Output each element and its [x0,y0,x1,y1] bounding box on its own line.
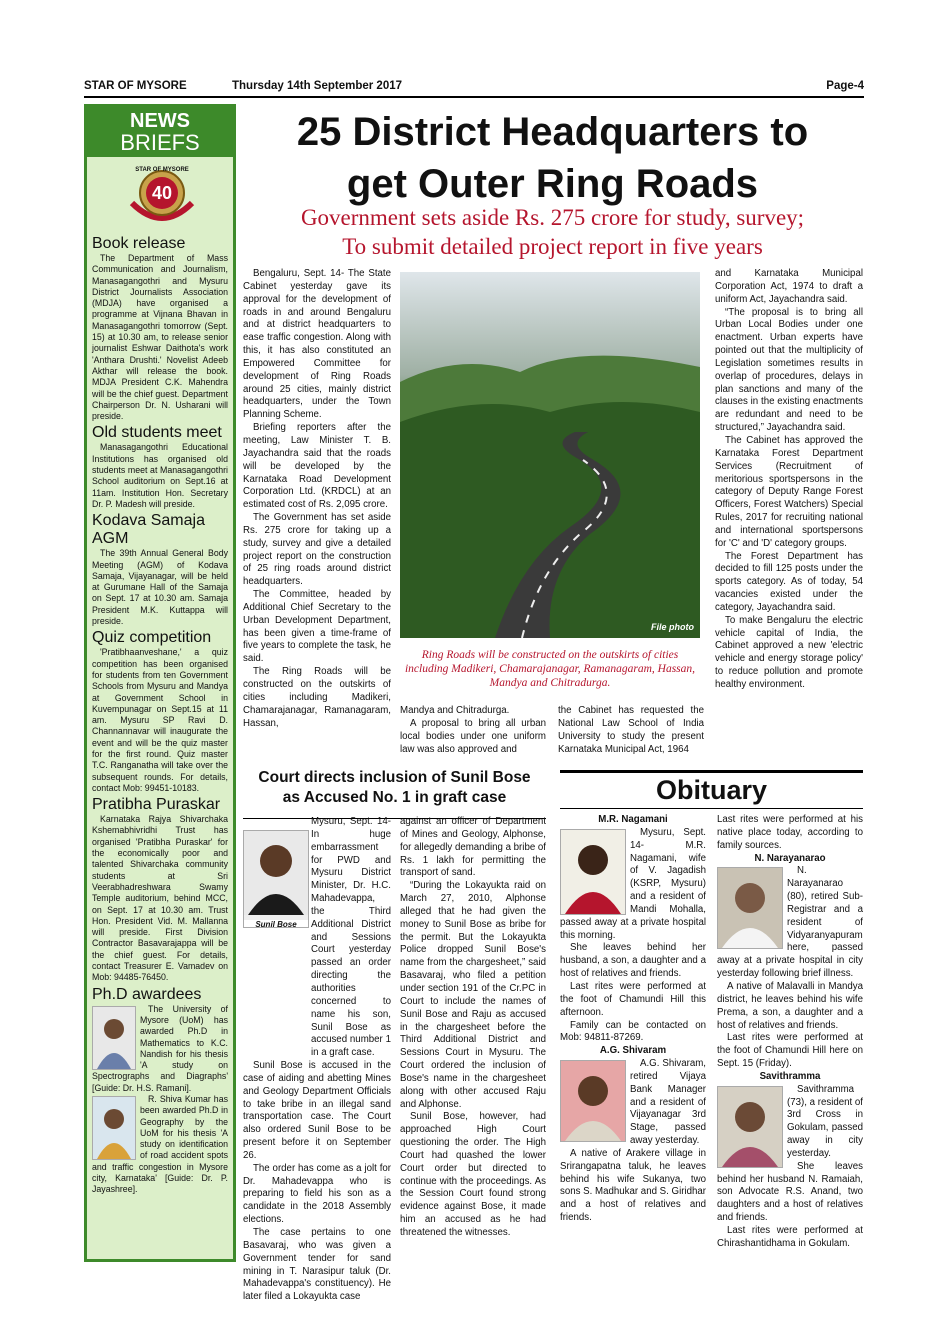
brief-heading: Quiz competition [92,629,212,647]
paragraph: To make Bengaluru the electric vehicle capital of India, the Cabinet approved a new 'electric vehicle and energy storage policy' to reduce pollution and promote healthy environment. [715,614,863,690]
page-number: Page-4 [826,80,864,92]
phd-text-1: The University of Mysore (UoM) has awarded Ph.D in Mathematics to K.C. Nandish for his thesis 'A study on Spectrographs and Diagraphs' [Guide: Dr. H.S. Ramani]. [92,1003,228,1093]
paragraph: Last rites were performed at the foot of Chamundi Hill here on Sept. 15 (Friday). [717,1032,863,1070]
page-header [84,79,864,98]
obit-name: N. Narayanarao [754,852,826,864]
phd-portrait-nandish [92,1006,136,1070]
paragraph: A proposal to bring all urban local bodies under one uniform law was also approved and [400,717,546,755]
paragraph: “During the Lokayukta raid on March 27, 2010, Alphonse alleged that he had given the money to Sunil Bose as bribe for the permit. But the Lokayukta Police dropped Sunil Bose's name from the chargesheet,” said Basavaraj, who filed a petition under section 191 of the Cr.PC in Court to include the names of Sunil Bose and Raju as accused in the chargesheet before the Third Additional District and Sessions Court in Mysuru. The Court ordered the inclusion of Bose's name in the chargesheet along with other accused Raju and Alphonse. [400,880,546,1110]
brief-text: 'Pratibhaanveshane,' a quiz competition has been organised for students from ten Government Schools from Mysuru and Mandya at Government School in Kuvempunagar on Sept.15 at 11 am. Mysuru SP Ravi D. Channannavar will inaugurate the event and will be the quiz master for the first round. Quiz master T.C. Ranganatha will take over the subsequent rounds. For details, contact Mob: 99451-10183. [92,647,228,793]
anniversary-logo [92,163,228,233]
main-headline-line2: get Outer Ring Roads [346,162,759,206]
paragraph: the Cabinet has requested the National Law School of India University to study the present Karnataka Municipal Act, 1964 [558,705,704,755]
logo-text: STAR OF MYSORE [135,167,189,173]
paragraph: Last rites were performed at Chirashantidhama in Gokulam. [717,1225,863,1249]
phd-text-2: R. Shiva Kumar has been awarded Ph.D in Geography by the UoM for his thesis 'A study on identification of road accident spots and traffic congestion in Mysore city, Karnataka' [Guide: Dr. P. Jayashree]. [92,1094,228,1195]
sunil-bose-label: Sunil Bose [244,920,308,928]
paragraph: She leaves behind her husband, a son, a daughter and a host of relatives and friends. [560,942,706,980]
paragraph: The Committee, headed by Additional Chief Secretary to the Urban Development Department, has been given a time-frame of five years to complete the task, he said. [243,589,391,665]
paragraph: Mysuru, Sept. 14- M.R. Nagamani, wife of V. Jagadish (KSRP, Mysuru) and a resident of Mandi Mohalla, passed away at a private hospital this morning. [560,826,706,941]
brief-text: The Department of Mass Communication and Journalism, Manasagangothri and Mysuru District Journalists Association (MDJA) have organised a programme at Vijnana Bhavan in Manasagangothri tomorrow (Sept. 15) at 10.30 am, to release senior journalist Eshwar Daithota's work 'Anthara Drushti.' Novelist Adeeb Akthar will release the book. MDJA President C.K. Mahendra will be the chief guest. Department Chairperson Dr. N. Usharani will preside. [92,253,228,422]
court-column-1 [243,816,391,1304]
court-headline-line2: as Accused No. 1 in graft case [282,789,507,806]
brief-old-students [92,424,228,510]
paragraph: and Karnataka Municipal Corporation Act, 1974 to draft a uniform Act, Jayachandra said. [715,268,863,305]
news-briefs-title-top: NEWS [130,110,190,132]
brief-text: Manasagangothri Educational Institutions has organised old students meet at Manasagangothri School auditorium on Sept.16 at 11am. Institution Hon. Secretary Dr. P. Madesh will preside. [92,442,228,509]
obit-photo-nagamani [560,829,626,915]
news-briefs-banner [87,107,233,157]
paragraph: A native of Malavalli in Mandya district, he leaves behind his wife Prema, a son, a daughter and a host of relatives and friends. [717,980,863,1031]
paragraph: against an officer of Department of Mines and Geology, Alphonse, for allegedly demanding a bribe of Rs. 1 lakh for permitting the transport of sand. [400,816,546,879]
paragraph: N. Narayanarao (80), retired Sub-Registrar and a resident of Vidyaranyapuram here, passed away at a private hospital in city yesterday following brief illness. [717,865,863,980]
obit-photo-narayanarao [717,867,783,949]
brief-pratibha [92,796,228,983]
brief-book-release [92,235,228,422]
court-headline-line1: Court directs inclusion of Sunil Bose [258,769,531,786]
paragraph: Family can be contacted on Mob: 94811-87269. [560,1019,706,1044]
paragraph: Bengaluru, Sept. 14- The State Cabinet yesterday gave its approval for the development of roads in and around Bengaluru and at district headquarters to ease traffic congestion. Along with this, it has also constituted an Empowered Committee for development of Ring Roads around 25 cities, mainly district headquarters, under the Town Planning Scheme. [243,268,391,421]
main-story-column-3 [558,705,704,756]
brief-heading: Kodava Samaja AGM [92,512,205,548]
brief-heading: Pratibha Puraskar [92,796,221,814]
paragraph: The Forest Department has decided to fill 125 posts under the sports category. As of today, 54 vacancies existed under the category, Jayachandra said. [715,550,863,613]
paragraph: The case pertains to one Basavaraj, who was given a Government tender for sand mining in T. Narasipur taluk (Dr. Mahadevappa's constituency). He later filed a Lokayukta case [243,1227,391,1303]
paragraph: A.G. Shivaram, retired Vijaya Bank Manager and a resident of Vijayanagar 3rd Stage, passed away yesterday. [630,1058,706,1147]
obit-name: A.G. Shivaram [599,1045,667,1057]
obit-name: Savithramma [759,1070,821,1082]
main-subhead [240,203,865,261]
court-headline [243,768,546,808]
paragraph: She leaves behind her husband N. Ramaiah, son Advocate R.S. Anand, two daughters and a host of relatives and friends. [717,1160,863,1224]
main-subhead-line1: Government sets aside Rs. 275 crore for study, survey; [300,205,805,230]
brief-quiz [92,629,228,794]
photo-caption: Ring Roads will be constructed on the outskirts of cities including Madikeri, Chamarajanagar, Ramanagaram, Hassan, Mandya and Chitradurga. [404,649,696,689]
news-briefs-sidebar [84,104,236,1262]
issue-date: Thursday 14th September 2017 [232,80,403,92]
brief-phd [92,986,228,1196]
court-column-2 [400,816,546,1240]
phd-portrait-shivakumar [92,1096,136,1160]
ring-road-photo [400,272,700,638]
news-briefs-title-bottom: BRIEFS [120,130,200,155]
logo-number: 40 [151,183,173,203]
brief-heading: Ph.D awardees [92,985,202,1003]
brief-heading: Old students meet [92,424,222,442]
paper-name: STAR OF MYSORE [84,80,187,92]
brief-text: The 39th Annual General Body Meeting (AGM) of Kodava Samaja, Vijayanagar, will be held at Gurumane Hall of the Samaja on Sept. 17 at 10.30 am. Samaja President M.K. Kuttappa will preside. [92,548,228,627]
divider [560,808,863,809]
main-story-column-4 [715,268,863,692]
paragraph: Last rites were performed at the foot of Chamundi Hill this afternoon. [560,980,706,1018]
paragraph: Sunil Bose, however, had approached High Court questioning the order. The High Court had quashed the lower Court order but directed to continue with the proceedings. As the Session Court found strong evidence against Bose, it made him an accused as he had threatened the witnesses. [400,1111,546,1238]
paragraph: Last rites were performed at his native place today, according to family sources. [717,814,863,851]
obituary-rule [560,770,863,773]
court-lead: Mysuru, Sept. 14- In huge embarrassment for PWD and Mysuru District Minister, Dr. H.C. Mahadevappa, the Third Additional District and Sessions Court yesterday passed an order directing the authorities concerned to name his son, Sunil Bose as accused number 1 in a graft case. [311,816,391,1059]
brief-text: Karnataka Rajya Shivarchaka Kshemabhivridhi Trust has organised 'Pratibha Puraskar' for the economically poor and talented Shivarchaka community students at Sri Veerabhadreshwara Swamy Temple auditorium, behind MCC, on Sept. 17 at 10.30 am. Trust Hon. President Vid. M. Mallanna will preside. First Division Contractor Basavarajappa will be the chief guest. For details, contact Treasurer E. Vamadev on Mob: 94485-76450. [92,814,228,983]
paragraph: “The proposal is to bring all Urban Local Bodies under one enactment. Urban experts have pointed out that the multiplicity of Legislation sometimes results in overlap of procedures, delays in plan sanctions and many of the clauses in the existing enactments are redundant and need to be structured,” Jayachandra said. [715,306,863,434]
paragraph: The Government has set aside Rs. 275 crore for taking up a study, survey and give a detailed project report on the construction of 25 ring roads around district headquarters. [243,512,391,588]
obituary-title: Obituary [655,775,768,805]
paragraph: The Ring Roads will be constructed on the outskirts of cities including Madikeri, Chamarajanagar, Ramanagaram, Hassan, [243,666,391,729]
paragraph: Savithramma (73), a resident of 3rd Cross in Gokulam, passed away in city yesterday. [787,1083,863,1159]
main-headline [240,106,865,210]
brief-kodava-samaja [92,512,228,627]
paragraph: Mandya and Chitradurga. [400,705,510,716]
paragraph: A native of Arakere village in Srirangapatna taluk, he leaves behind his wife Sukanya, two sons S. Madhukar and S. Giridhar and a host of relatives and friends. [560,1147,706,1224]
obit-photo-savithramma [717,1086,783,1168]
paragraph: Sunil Bose is accused in the case of aiding and abetting Mines and Geology Department Officials to take bribe in an illegal sand transportation case. The Court also ordered Sunil Bose to be present before it on September 26. [243,1060,391,1161]
photo-credit: File photo [651,622,694,632]
main-subhead-line2: To submit detailed project report in five years [342,234,763,259]
obit-photo-shivaram [560,1060,626,1142]
paragraph: Briefing reporters after the meeting, Law Minister T. B. Jayachandra said that the roads will be developed by the Karnataka Road Development Corporation Ltd. (KRDCL) at an estimated cost of Rs. 2,095 crore. [243,422,391,511]
brief-heading: Book release [92,235,186,252]
paragraph: The Cabinet has approved the Karnataka Forest Department Services (Recruitment of meritorious sportspersons in the category of Deputy Range Forest Officers, Forest Watchers) Special Rules, 2017 for recruiting national and international sportspersons for 'C' and 'D' category groups. [715,434,863,549]
main-story-column-2 [400,705,546,756]
obituary-column-2 [717,814,863,1251]
main-story-column-1 [243,268,391,730]
main-headline-line1: 25 District Headquarters to [296,110,809,154]
obituary-column-1 [560,814,706,1225]
paragraph: The order has come as a jolt for Dr. Mahadevappa who is preparing to field his son as a candidate in the 2018 Assembly elections. [243,1162,391,1226]
obit-name: M.R. Nagamani [598,814,668,825]
